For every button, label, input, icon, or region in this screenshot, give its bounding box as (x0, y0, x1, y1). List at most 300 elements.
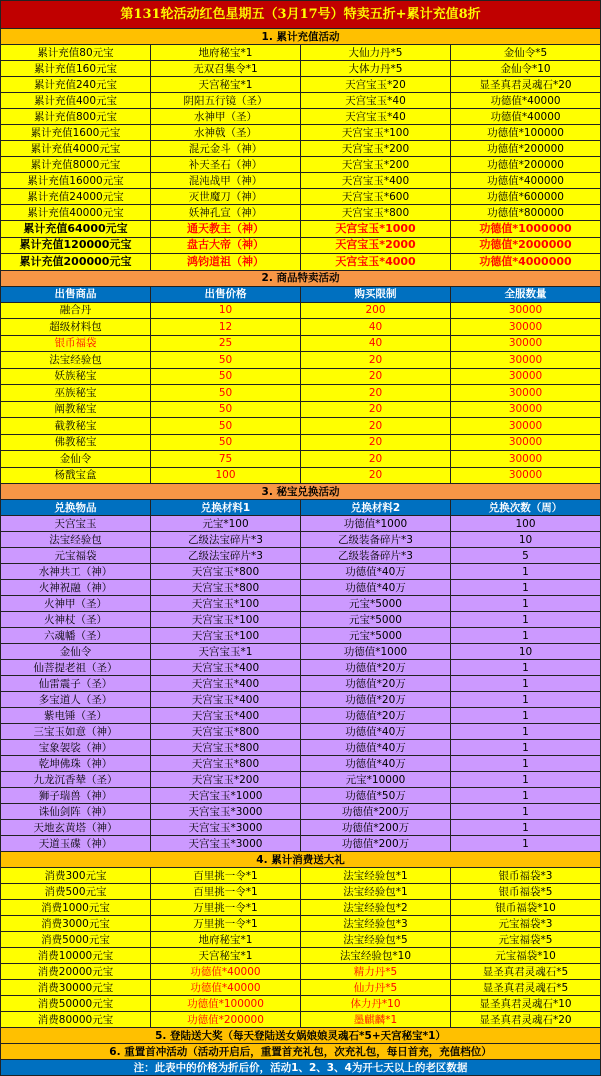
recharge-row-bold-cell: 鸿钧道祖（神） (151, 254, 301, 271)
recharge-row-bold-cell: 功德值*1000000 (451, 221, 601, 238)
exchange-row-cell: 天宫宝玉*100 (151, 596, 301, 612)
exchange-row-cell: 天宫宝玉 (1, 516, 151, 532)
exchange-row-cell: 仙菩提老祖（圣） (1, 660, 151, 676)
sale-row-cell: 30000 (451, 335, 601, 352)
exchange-row (1, 516, 601, 532)
spend-row-cell: 消费500元宝 (1, 884, 151, 900)
spend-row-cell: 仙力丹*5 (301, 980, 451, 996)
exchange-row-cell: 宝象袈裟（神） (1, 740, 151, 756)
exchange-row (1, 532, 601, 548)
spend-row-cell: 功德值*200000 (151, 1012, 301, 1028)
sale-row-cell: 25 (151, 335, 301, 352)
recharge-row-bold-cell: 功德值*4000000 (451, 254, 601, 271)
exchange-row-cell: 天宫宝玉*800 (151, 724, 301, 740)
spend-row-cell: 百里挑一令*1 (151, 868, 301, 884)
recharge-row (1, 173, 601, 189)
spend-row (1, 884, 601, 900)
spend-row-cell: 法宝经验包*10 (301, 948, 451, 964)
sale-row-cell: 30000 (451, 434, 601, 451)
recharge-row (1, 45, 601, 61)
spend-row-cell: 消费50000元宝 (1, 996, 151, 1012)
spend-row (1, 948, 601, 964)
recharge-row-bold-cell: 累计充值200000元宝 (1, 254, 151, 271)
exchange-row (1, 708, 601, 724)
recharge-row-bold (1, 237, 601, 254)
spend-row-cell: 元宝福袋*10 (451, 948, 601, 964)
sale-row-cell: 金仙令 (1, 451, 151, 468)
exchange-row-cell: 天宫宝玉*400 (151, 708, 301, 724)
section-5-text: 5. 登陆送大奖（每天登陆送女娲娘娘灵魂石*5+天宫秘宝*1） (1, 1028, 601, 1044)
recharge-row-cell: 累计充值24000元宝 (1, 189, 151, 205)
recharge-row-cell: 妖神孔宣（神） (151, 205, 301, 221)
sale-row (1, 352, 601, 369)
sale-row (1, 467, 601, 484)
exchange-row-cell: 元宝*5000 (301, 628, 451, 644)
exchange-row-cell: 天宫宝玉*3000 (151, 836, 301, 852)
recharge-row-cell: 天宫宝玉*200 (301, 141, 451, 157)
spend-row-cell: 银币福袋*10 (451, 900, 601, 916)
exchange-row-cell: 乙级法宝碎片*3 (151, 548, 301, 564)
recharge-row-bold-cell: 功德值*2000000 (451, 237, 601, 254)
spend-row (1, 996, 601, 1012)
exchange-row-cell: 功德值*200万 (301, 836, 451, 852)
sale-row (1, 451, 601, 468)
recharge-row-cell: 大体力丹*5 (301, 61, 451, 77)
sale-row-cell: 20 (301, 467, 451, 484)
exchange-row-cell: 火神祝融（神） (1, 580, 151, 596)
exchange-row-cell: 10 (451, 644, 601, 660)
sale-row-cell: 妖族秘宝 (1, 368, 151, 385)
spend-row-cell: 功德值*40000 (151, 980, 301, 996)
sale-row (1, 401, 601, 418)
spend-row-cell: 显圣真君灵魂石*10 (451, 996, 601, 1012)
sale-header-cell: 出售价格 (151, 286, 301, 302)
recharge-row-cell: 天宫宝玉*800 (301, 205, 451, 221)
section-2-title-label: 2. 商品特卖活动 (1, 270, 601, 286)
exchange-row-cell: 天宫宝玉*800 (151, 580, 301, 596)
sale-row-cell: 20 (301, 401, 451, 418)
exchange-row-cell: 1 (451, 836, 601, 852)
recharge-row-cell: 混元金斗（神） (151, 141, 301, 157)
sale-row-cell: 10 (151, 302, 301, 319)
spend-row-cell: 消费20000元宝 (1, 964, 151, 980)
recharge-row-cell: 水神戟（圣） (151, 125, 301, 141)
exchange-row-cell: 火神甲（圣） (1, 596, 151, 612)
sale-row-cell: 40 (301, 319, 451, 336)
section-1-title-label: 1. 累计充值活动 (1, 29, 601, 45)
sale-row-cell: 50 (151, 385, 301, 402)
sale-row-cell: 20 (301, 451, 451, 468)
sale-row-cell: 佛教秘宝 (1, 434, 151, 451)
sale-row-cell: 杨戬宝盒 (1, 467, 151, 484)
exchange-row-cell: 天宫宝玉*400 (151, 676, 301, 692)
recharge-row-cell: 天宫宝玉*400 (301, 173, 451, 189)
section-1-title (1, 29, 601, 45)
recharge-row-cell: 显圣真君灵魂石*20 (451, 77, 601, 93)
title-row (1, 1, 601, 29)
spend-row-cell: 法宝经验包*1 (301, 868, 451, 884)
recharge-row-cell: 阴阳五行镜（圣） (151, 93, 301, 109)
recharge-row-cell: 累计充值16000元宝 (1, 173, 151, 189)
spend-row-cell: 法宝经验包*2 (301, 900, 451, 916)
exchange-row-cell: 1 (451, 724, 601, 740)
recharge-row-cell: 混沌战甲（神） (151, 173, 301, 189)
recharge-row (1, 189, 601, 205)
exchange-row-cell: 天宫宝玉*800 (151, 756, 301, 772)
sale-row-cell: 75 (151, 451, 301, 468)
exchange-row-cell: 元宝福袋 (1, 548, 151, 564)
sale-header-cell: 全服数量 (451, 286, 601, 302)
section-2-title (1, 270, 601, 286)
recharge-row-cell: 天宫秘宝*1 (151, 77, 301, 93)
recharge-row-cell: 累计充值4000元宝 (1, 141, 151, 157)
recharge-row-cell: 功德值*600000 (451, 189, 601, 205)
recharge-row-cell: 功德值*100000 (451, 125, 601, 141)
section-6 (1, 1044, 601, 1060)
exchange-row-cell: 1 (451, 804, 601, 820)
exchange-row-cell: 乙级装备碎片*3 (301, 548, 451, 564)
recharge-row-cell: 水神甲（圣） (151, 109, 301, 125)
sale-header-cell: 出售商品 (1, 286, 151, 302)
recharge-row-cell: 功德值*800000 (451, 205, 601, 221)
spend-row-cell: 法宝经验包*3 (301, 916, 451, 932)
exchange-row-cell: 仙雷震子（圣） (1, 676, 151, 692)
sale-row-cell: 20 (301, 418, 451, 435)
section-3-title (1, 484, 601, 500)
exchange-row-cell: 功德值*20万 (301, 676, 451, 692)
exchange-row (1, 772, 601, 788)
exchange-row-cell: 天宫宝玉*3000 (151, 820, 301, 836)
footnote-text: 注：此表中的价格为折后价，活动1、2、3、4为开七天以上的老区数据 (1, 1060, 601, 1076)
exchange-row (1, 676, 601, 692)
spend-row-cell: 功德值*100000 (151, 996, 301, 1012)
recharge-row-cell: 功德值*40000 (451, 109, 601, 125)
exchange-row-cell: 天宫宝玉*800 (151, 740, 301, 756)
exchange-row-cell: 火神杖（圣） (1, 612, 151, 628)
recharge-row-bold-cell: 天宫宝玉*2000 (301, 237, 451, 254)
exchange-row-cell: 天地玄黄塔（神） (1, 820, 151, 836)
exchange-row-cell: 100 (451, 516, 601, 532)
spend-row-cell: 消费10000元宝 (1, 948, 151, 964)
spend-row-cell: 消费1000元宝 (1, 900, 151, 916)
exchange-row-cell: 1 (451, 612, 601, 628)
exchange-row (1, 788, 601, 804)
sale-header-cell: 购买限制 (301, 286, 451, 302)
exchange-row-cell: 功德值*20万 (301, 660, 451, 676)
recharge-row-cell: 累计充值400元宝 (1, 93, 151, 109)
recharge-row (1, 61, 601, 77)
exchange-row-cell: 1 (451, 580, 601, 596)
sale-row-cell: 50 (151, 368, 301, 385)
exchange-row-cell: 三宝玉如意（神） (1, 724, 151, 740)
spend-row-cell: 法宝经验包*5 (301, 932, 451, 948)
sale-row (1, 319, 601, 336)
exchange-row-cell: 九龙沉香辇（圣） (1, 772, 151, 788)
sale-row-cell: 30000 (451, 451, 601, 468)
recharge-row-bold-cell: 天宫宝玉*1000 (301, 221, 451, 238)
recharge-row-bold-cell: 盘古大帝（神） (151, 237, 301, 254)
exchange-row-cell: 10 (451, 532, 601, 548)
exchange-row (1, 564, 601, 580)
sale-row (1, 418, 601, 435)
recharge-row (1, 77, 601, 93)
exchange-row (1, 804, 601, 820)
recharge-row-cell: 无双召集令*1 (151, 61, 301, 77)
recharge-row-cell: 累计充值40000元宝 (1, 205, 151, 221)
exchange-row-cell: 1 (451, 788, 601, 804)
exchange-row (1, 756, 601, 772)
recharge-row-cell: 天宫宝玉*100 (301, 125, 451, 141)
spend-row (1, 964, 601, 980)
spend-row (1, 916, 601, 932)
sale-row-cell: 30000 (451, 418, 601, 435)
recharge-row (1, 125, 601, 141)
sale-row (1, 434, 601, 451)
exchange-row-cell: 天宫宝玉*100 (151, 628, 301, 644)
sale-header (1, 286, 601, 302)
exchange-header (1, 500, 601, 516)
recharge-row-bold (1, 221, 601, 238)
sale-row-cell: 截教秘宝 (1, 418, 151, 435)
spend-row (1, 900, 601, 916)
exchange-header-cell: 兑换次数（周） (451, 500, 601, 516)
exchange-row-cell: 水神共工（神） (1, 564, 151, 580)
recharge-row-bold-cell: 通天教主（神） (151, 221, 301, 238)
recharge-row (1, 157, 601, 173)
recharge-row-bold-cell: 累计充值64000元宝 (1, 221, 151, 238)
exchange-row (1, 660, 601, 676)
spend-row-cell: 地府秘宝*1 (151, 932, 301, 948)
recharge-row-bold-cell: 天宫宝玉*4000 (301, 254, 451, 271)
recharge-row-cell: 累计充值8000元宝 (1, 157, 151, 173)
exchange-row-cell: 天宫宝玉*400 (151, 692, 301, 708)
recharge-row-cell: 天宫宝玉*200 (301, 157, 451, 173)
exchange-row-cell: 1 (451, 692, 601, 708)
sale-row (1, 385, 601, 402)
exchange-row-cell: 诛仙剑阵（神） (1, 804, 151, 820)
section-6-text: 6. 重置首冲活动（活动开启后，重置首充礼包，次充礼包，每日首充，充值档位） (1, 1044, 601, 1060)
spend-row-cell: 消费300元宝 (1, 868, 151, 884)
recharge-row-cell: 功德值*200000 (451, 157, 601, 173)
exchange-row-cell: 天宫宝玉*100 (151, 612, 301, 628)
page-title: 第131轮活动红色星期五（3月17号）特卖五折+累计充值8折 (1, 1, 601, 29)
sale-row-cell: 50 (151, 418, 301, 435)
recharge-row-cell: 累计充值1600元宝 (1, 125, 151, 141)
exchange-row-cell: 功德值*40万 (301, 580, 451, 596)
exchange-row (1, 740, 601, 756)
spend-row-cell: 显圣真君灵魂石*5 (451, 980, 601, 996)
sale-row-cell: 30000 (451, 401, 601, 418)
sale-row-cell: 20 (301, 434, 451, 451)
exchange-row (1, 836, 601, 852)
spend-row-cell: 精力丹*5 (301, 964, 451, 980)
sale-row-cell: 50 (151, 401, 301, 418)
section-4-title (1, 852, 601, 868)
spend-row-cell: 万里挑一令*1 (151, 916, 301, 932)
exchange-row-cell: 法宝经验包 (1, 532, 151, 548)
sale-row-cell: 200 (301, 302, 451, 319)
recharge-row-cell: 累计充值240元宝 (1, 77, 151, 93)
spend-row-cell: 墨麒麟*1 (301, 1012, 451, 1028)
spend-row-cell: 万里挑一令*1 (151, 900, 301, 916)
exchange-row-cell: 元宝*10000 (301, 772, 451, 788)
sale-row-cell: 50 (151, 352, 301, 369)
recharge-row-cell: 地府秘宝*1 (151, 45, 301, 61)
exchange-row (1, 628, 601, 644)
exchange-row (1, 644, 601, 660)
spend-row-cell: 百里挑一令*1 (151, 884, 301, 900)
sale-row (1, 302, 601, 319)
spend-row-cell: 显圣真君灵魂石*5 (451, 964, 601, 980)
recharge-row-bold (1, 254, 601, 271)
sale-row-cell: 融合丹 (1, 302, 151, 319)
recharge-row (1, 205, 601, 221)
spend-row-cell: 天宫秘宝*1 (151, 948, 301, 964)
section-3-title-label: 3. 秘宝兑换活动 (1, 484, 601, 500)
exchange-row-cell: 1 (451, 564, 601, 580)
section-5 (1, 1028, 601, 1044)
exchange-row-cell: 紫电锤（圣） (1, 708, 151, 724)
exchange-row-cell: 六魂幡（圣） (1, 628, 151, 644)
recharge-row-bold-cell: 累计充值120000元宝 (1, 237, 151, 254)
spend-row (1, 1012, 601, 1028)
exchange-row-cell: 功德值*20万 (301, 692, 451, 708)
exchange-row-cell: 1 (451, 628, 601, 644)
exchange-row-cell: 5 (451, 548, 601, 564)
sale-row (1, 335, 601, 352)
exchange-row-cell: 天宫宝玉*400 (151, 660, 301, 676)
exchange-row-cell: 1 (451, 708, 601, 724)
exchange-row-cell: 元宝*5000 (301, 596, 451, 612)
spend-row-cell: 消费3000元宝 (1, 916, 151, 932)
exchange-row-cell: 功德值*40万 (301, 756, 451, 772)
sale-row-cell: 40 (301, 335, 451, 352)
exchange-row-cell: 1 (451, 772, 601, 788)
exchange-row (1, 548, 601, 564)
exchange-row-cell: 1 (451, 820, 601, 836)
recharge-row-cell: 累计充值80元宝 (1, 45, 151, 61)
spend-row-cell: 消费80000元宝 (1, 1012, 151, 1028)
recharge-row (1, 141, 601, 157)
recharge-row-cell: 累计充值800元宝 (1, 109, 151, 125)
exchange-row-cell: 金仙令 (1, 644, 151, 660)
recharge-row-cell: 大仙力丹*5 (301, 45, 451, 61)
recharge-row-cell: 天宫宝玉*600 (301, 189, 451, 205)
spend-row-cell: 消费5000元宝 (1, 932, 151, 948)
exchange-row-cell: 元宝*5000 (301, 612, 451, 628)
recharge-row-cell: 金仙令*5 (451, 45, 601, 61)
sale-row-cell: 30000 (451, 352, 601, 369)
sale-row-cell: 30000 (451, 385, 601, 402)
exchange-header-cell: 兑换材料2 (301, 500, 451, 516)
exchange-row-cell: 功德值*200万 (301, 804, 451, 820)
spend-row-cell: 元宝福袋*5 (451, 932, 601, 948)
sale-row-cell: 30000 (451, 319, 601, 336)
sale-row-cell: 阐教秘宝 (1, 401, 151, 418)
recharge-row-cell: 功德值*200000 (451, 141, 601, 157)
exchange-header-cell: 兑换材料1 (151, 500, 301, 516)
recharge-row-cell: 功德值*40000 (451, 93, 601, 109)
exchange-row-cell: 功德值*40万 (301, 724, 451, 740)
exchange-row-cell: 狮子瑞兽（神） (1, 788, 151, 804)
recharge-row (1, 93, 601, 109)
exchange-row-cell: 功德值*40万 (301, 740, 451, 756)
exchange-row-cell: 乙级法宝碎片*3 (151, 532, 301, 548)
recharge-row (1, 109, 601, 125)
sale-row-cell: 20 (301, 352, 451, 369)
sale-row-cell: 超级材料包 (1, 319, 151, 336)
exchange-row-cell: 1 (451, 676, 601, 692)
exchange-row-cell: 功德值*1000 (301, 644, 451, 660)
exchange-row (1, 692, 601, 708)
exchange-row-cell: 天道玉碟（神） (1, 836, 151, 852)
recharge-row-cell: 补天圣石（神） (151, 157, 301, 173)
exchange-row (1, 724, 601, 740)
spend-row (1, 932, 601, 948)
exchange-row-cell: 元宝*100 (151, 516, 301, 532)
exchange-row-cell: 1 (451, 596, 601, 612)
spend-row-cell: 功德值*40000 (151, 964, 301, 980)
sale-row-cell: 100 (151, 467, 301, 484)
exchange-row (1, 820, 601, 836)
sale-row-cell: 50 (151, 434, 301, 451)
spend-row-cell: 法宝经验包*1 (301, 884, 451, 900)
exchange-row-cell: 天宫宝玉*1 (151, 644, 301, 660)
exchange-row (1, 596, 601, 612)
sale-row-cell: 巫族秘宝 (1, 385, 151, 402)
sale-row-cell: 20 (301, 368, 451, 385)
spend-row-cell: 银币福袋*5 (451, 884, 601, 900)
recharge-row-cell: 功德值*400000 (451, 173, 601, 189)
recharge-row-cell: 天宫宝玉*20 (301, 77, 451, 93)
footnote (1, 1060, 601, 1076)
exchange-header-cell: 兑换物品 (1, 500, 151, 516)
recharge-row-cell: 天宫宝玉*40 (301, 93, 451, 109)
exchange-row (1, 612, 601, 628)
spend-row (1, 868, 601, 884)
spend-row-cell: 显圣真君灵魂石*20 (451, 1012, 601, 1028)
exchange-row-cell: 功德值*40万 (301, 564, 451, 580)
exchange-row-cell: 天宫宝玉*3000 (151, 804, 301, 820)
exchange-row-cell: 天宫宝玉*1000 (151, 788, 301, 804)
recharge-row-cell: 累计充值160元宝 (1, 61, 151, 77)
exchange-row-cell: 1 (451, 660, 601, 676)
spend-row-cell: 元宝福袋*3 (451, 916, 601, 932)
exchange-row-cell: 乙级装备碎片*3 (301, 532, 451, 548)
exchange-row-cell: 天宫宝玉*800 (151, 564, 301, 580)
exchange-row (1, 580, 601, 596)
spend-row-cell: 体力丹*10 (301, 996, 451, 1012)
exchange-row-cell: 多宝道人（圣） (1, 692, 151, 708)
sale-row-cell: 30000 (451, 467, 601, 484)
sale-row-cell: 银币福袋 (1, 335, 151, 352)
sale-row-cell: 12 (151, 319, 301, 336)
recharge-row-cell: 金仙令*10 (451, 61, 601, 77)
sale-row-cell: 20 (301, 385, 451, 402)
exchange-row-cell: 功德值*50万 (301, 788, 451, 804)
spend-row-cell: 银币福袋*3 (451, 868, 601, 884)
exchange-row-cell: 乾坤佛珠（神） (1, 756, 151, 772)
exchange-row-cell: 功德值*1000 (301, 516, 451, 532)
spend-row (1, 980, 601, 996)
exchange-row-cell: 1 (451, 756, 601, 772)
sale-row-cell: 30000 (451, 368, 601, 385)
exchange-row-cell: 天宫宝玉*200 (151, 772, 301, 788)
sale-row-cell: 法宝经验包 (1, 352, 151, 369)
exchange-row-cell: 功德值*20万 (301, 708, 451, 724)
sale-row (1, 368, 601, 385)
section-4-title-label: 4. 累计消费送大礼 (1, 852, 601, 868)
